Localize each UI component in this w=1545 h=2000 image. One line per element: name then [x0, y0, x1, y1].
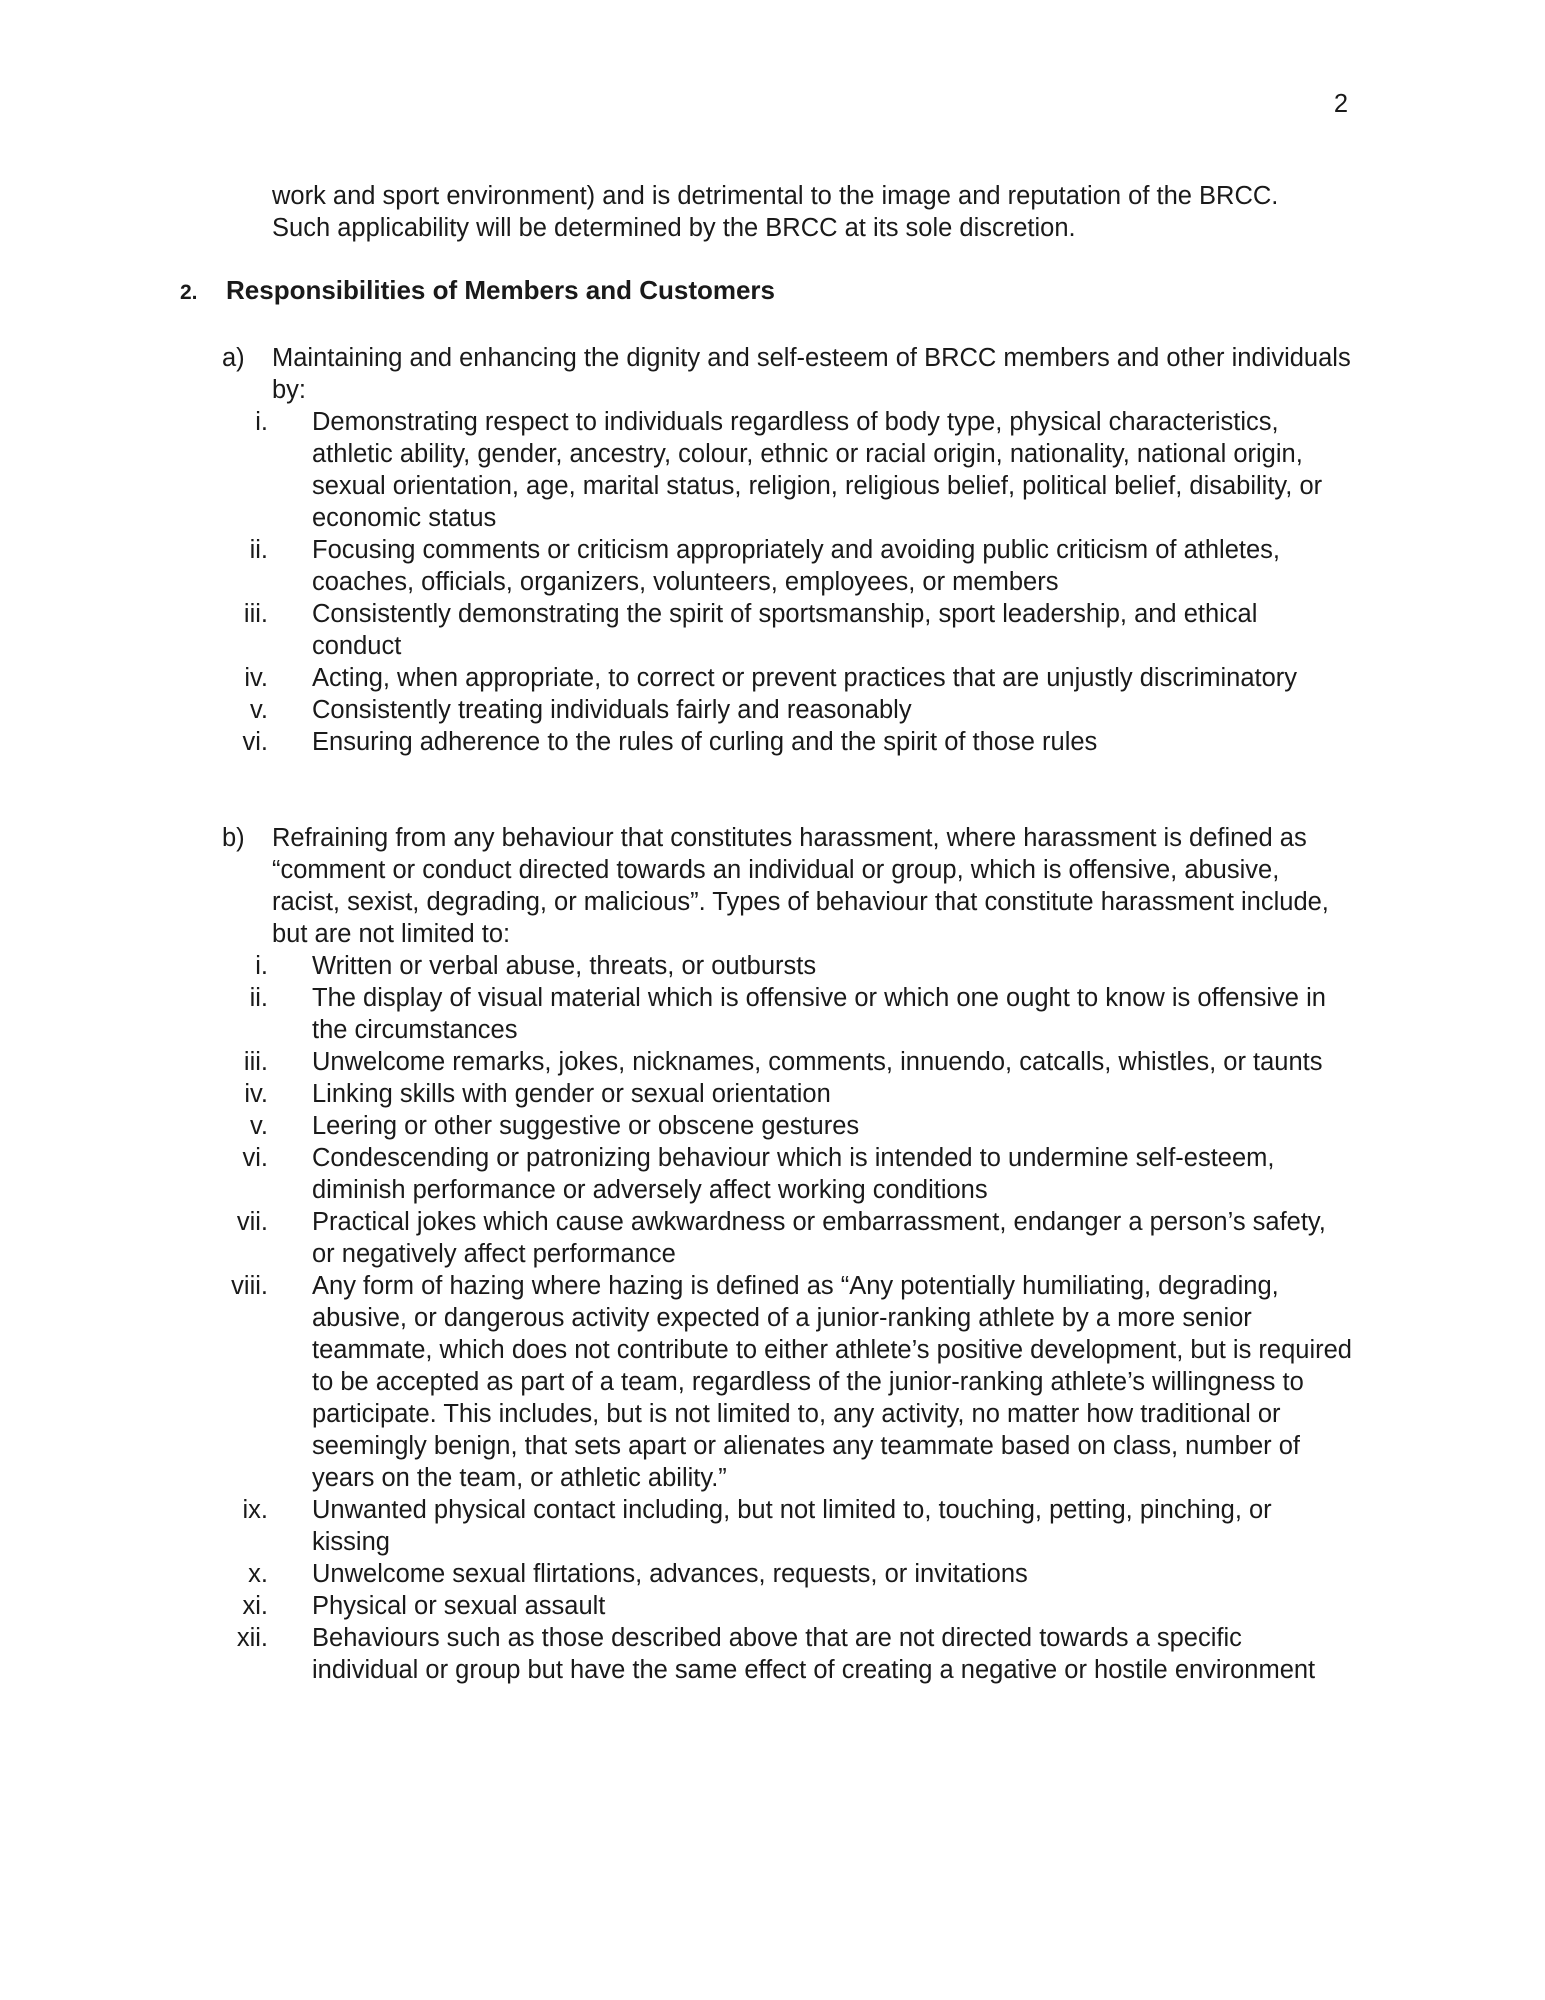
- item-text: Unwelcome sexual flirtations, advances, requests, or invitations: [312, 1560, 1028, 1588]
- list-item: [222, 1494, 1372, 1558]
- item-numeral: vii.: [236, 1208, 268, 1236]
- list-item: [222, 1110, 1372, 1142]
- item-numeral: vi.: [242, 728, 268, 756]
- section-heading: [180, 274, 1280, 309]
- item-numeral: ix.: [242, 1496, 268, 1524]
- item-numeral: i.: [255, 408, 268, 436]
- item-numeral: v.: [250, 696, 268, 724]
- section-title: Responsibilities of Members and Customers: [226, 275, 776, 305]
- item-numeral: xii.: [236, 1624, 268, 1652]
- section-number: 2.: [180, 281, 198, 304]
- list-item: [222, 1622, 1372, 1686]
- list-item: [222, 982, 1372, 1046]
- item-text: Behaviours such as those described above that are not directed towards a specific individual or group but have the same effect of creating a negative or hostile environment: [312, 1624, 1316, 1684]
- intro-paragraph: work and sport environment) and is detrimental to the image and reputation of the BRCC. Such applicability will be determined by the BRCC at its sole discretion.: [272, 182, 1279, 242]
- item-text: Ensuring adherence to the rules of curling and the spirit of those rules: [312, 728, 1098, 756]
- item-text: Practical jokes which cause awkwardness or embarrassment, endanger a person’s safety, or negatively affect performance: [312, 1208, 1326, 1268]
- item-text: Written or verbal abuse, threats, or outbursts: [312, 952, 817, 980]
- item-text: Unwanted physical contact including, but not limited to, touching, petting, pinching, or kissing: [312, 1496, 1272, 1556]
- item-text: Unwelcome remarks, jokes, nicknames, comments, innuendo, catcalls, whistles, or taunts: [312, 1048, 1323, 1076]
- item-numeral: i.: [255, 952, 268, 980]
- list-item: [222, 1046, 1372, 1078]
- list-item: [222, 694, 1372, 726]
- item-numeral: iii.: [243, 1048, 268, 1076]
- item-text: Focusing comments or criticism appropriately and avoiding public criticism of athletes, coaches, officials, organizers, volunteers, employees, or members: [312, 536, 1280, 596]
- list-item: [222, 950, 1372, 982]
- item-text: The display of visual material which is offensive or which one ought to know is offensive in the circumstances: [312, 984, 1326, 1044]
- list-item: [222, 1078, 1372, 1110]
- subsection-text: Maintaining and enhancing the dignity and self-esteem of BRCC members and other individuals by:: [272, 344, 1351, 404]
- list-item: [222, 1590, 1372, 1622]
- list-item: [222, 1558, 1372, 1590]
- subsection-b: [222, 822, 1372, 1686]
- item-text: Acting, when appropriate, to correct or prevent practices that are unjustly discriminatory: [312, 664, 1298, 692]
- item-text: Any form of hazing where hazing is defined as “Any potentially humiliating, degrading, abusive, or dangerous activity expected of a junior-ranking athlete by a more senior teammate, which does not contribute to either athlete’s positive development, but is required to be accepted as part of a team, regardless of the junior-ranking athlete’s willingness to participate. This includes, but is not limited to, any activity, no matter how traditional or seemingly benign, that sets apart or alienates any teammate based on class, number of years on the team, or athletic ability.”: [312, 1272, 1352, 1492]
- item-numeral: xi.: [242, 1592, 268, 1620]
- item-numeral: ii.: [249, 984, 268, 1012]
- item-numeral: ii.: [249, 536, 268, 564]
- list-item: [222, 662, 1372, 694]
- item-text: Physical or sexual assault: [312, 1592, 606, 1620]
- list-item: [222, 406, 1372, 534]
- item-numeral: iv.: [244, 1080, 268, 1108]
- item-text: Linking skills with gender or sexual orientation: [312, 1080, 831, 1108]
- list-item: [222, 598, 1372, 662]
- list-item: [222, 726, 1372, 758]
- list-item: [222, 1270, 1372, 1494]
- item-list: [222, 950, 1372, 1686]
- item-text: Condescending or patronizing behaviour which is intended to undermine self-esteem, diminish performance or adversely affect working conditions: [312, 1144, 1275, 1204]
- item-text: Leering or other suggestive or obscene gestures: [312, 1112, 860, 1140]
- subsection-marker: b): [222, 824, 245, 852]
- item-numeral: x.: [248, 1560, 268, 1588]
- item-list: [222, 406, 1372, 758]
- item-numeral: viii.: [231, 1272, 268, 1300]
- item-text: Consistently demonstrating the spirit of sportsmanship, sport leadership, and ethical conduct: [312, 600, 1258, 660]
- item-numeral: iii.: [243, 600, 268, 628]
- list-item: [222, 534, 1372, 598]
- subsection-a: [222, 342, 1372, 758]
- list-item: [222, 1206, 1372, 1270]
- item-text: Demonstrating respect to individuals regardless of body type, physical characteristics, athletic ability, gender, ancestry, colour, ethnic or racial origin, nationality, national origin, sexual orientation, age, marital status, religion, religious belief, political belief, disability, or economic status: [312, 408, 1323, 532]
- page-number: 2: [1333, 90, 1348, 118]
- item-text: Consistently treating individuals fairly and reasonably: [312, 696, 912, 724]
- item-numeral: iv.: [244, 664, 268, 692]
- list-item: [222, 1142, 1372, 1206]
- subsection-marker: a): [222, 344, 245, 372]
- item-numeral: vi.: [242, 1144, 268, 1172]
- subsection-text: Refraining from any behaviour that constitutes harassment, where harassment is defined as “comment or conduct directed towards an individual or group, which is offensive, abusive, racist, sexist, degrading, or malicious”. Types of behaviour that constitute harassment include, but are not limited to:: [272, 824, 1329, 948]
- item-numeral: v.: [250, 1112, 268, 1140]
